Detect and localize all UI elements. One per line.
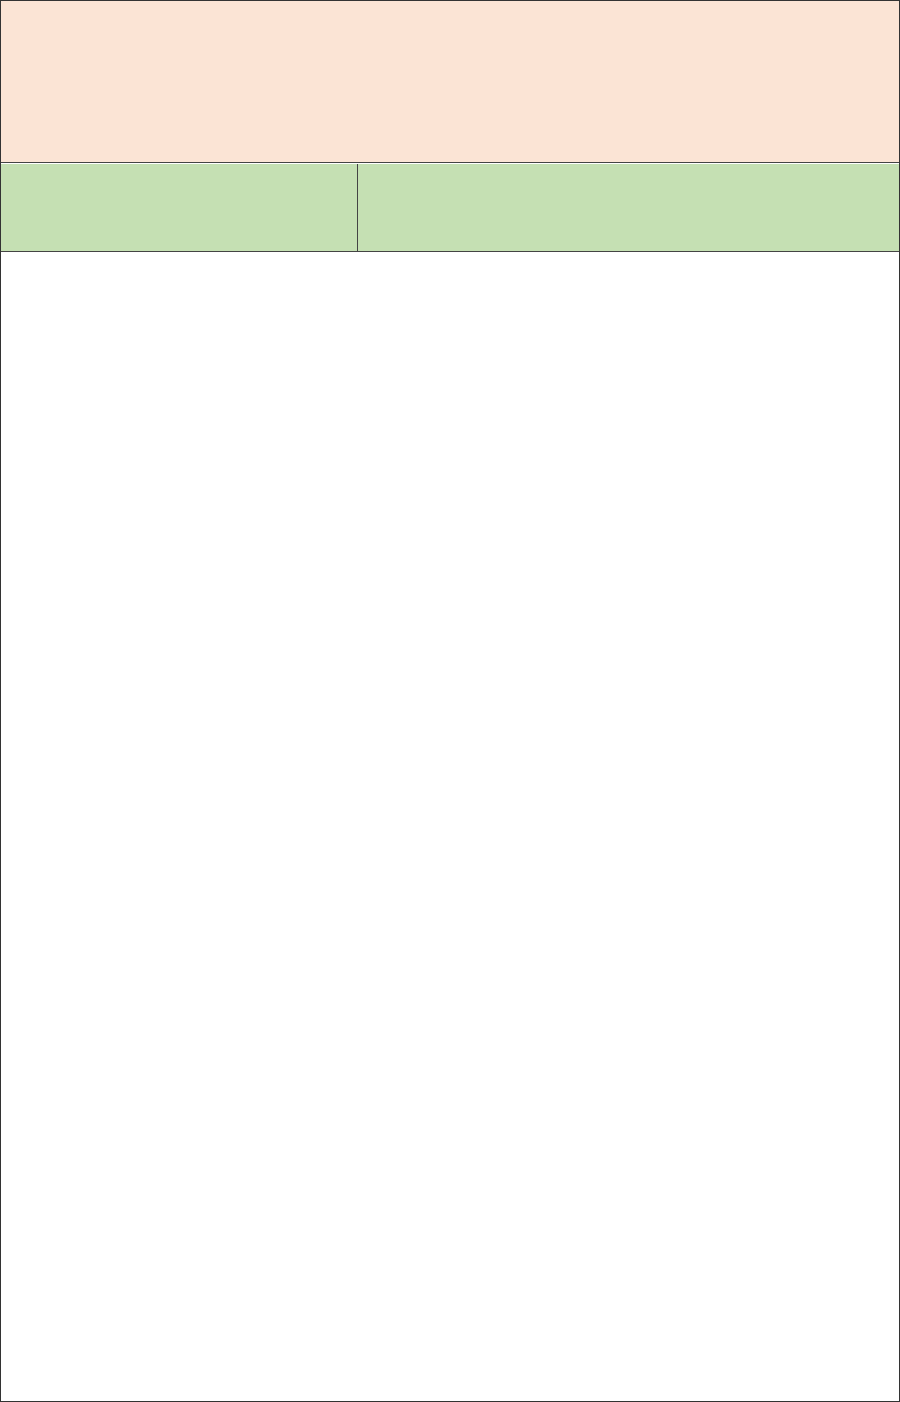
title-line-1 <box>1 1 899 37</box>
header-municipio <box>358 164 899 251</box>
title-block <box>1 1 899 163</box>
header-provincia <box>1 164 358 251</box>
header-row <box>1 164 899 252</box>
